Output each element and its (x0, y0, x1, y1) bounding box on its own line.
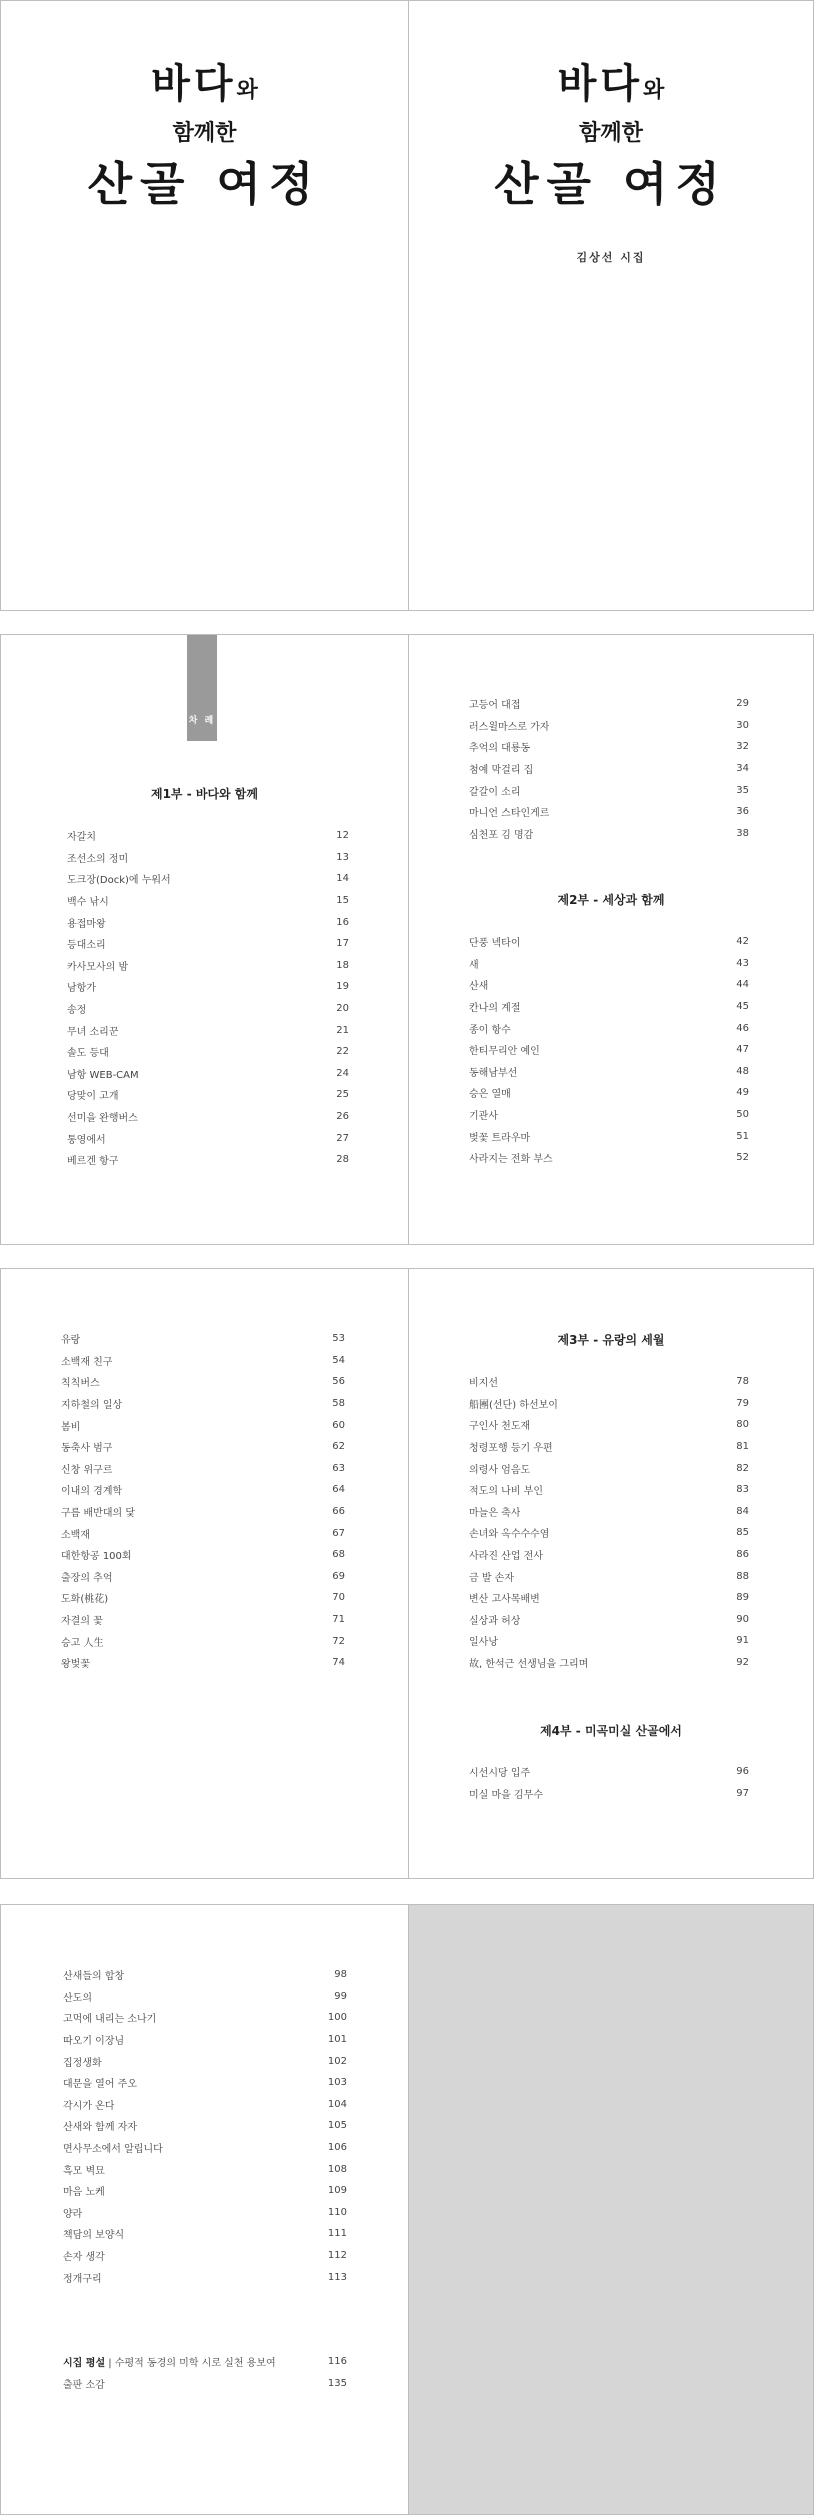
toc-page-number: 105 (327, 2120, 347, 2132)
toc-page-number: 58 (332, 1398, 345, 1410)
toc-page-number: 111 (327, 2228, 347, 2240)
toc-entry (469, 1522, 749, 1544)
toc-page-number: 15 (336, 895, 349, 907)
toc-page-number: 17 (336, 938, 349, 950)
toc-page-number: 100 (327, 2012, 347, 2024)
toc-page-number: 51 (736, 1130, 749, 1142)
commentary-label: 시집 평설 (63, 2358, 106, 2370)
toc-title: 사라지는 전화 부스 (469, 1154, 553, 1166)
toc-entry (469, 1039, 749, 1061)
toc-title: 소백재 친구 (61, 1356, 113, 1368)
toc-page-number: 30 (736, 719, 749, 731)
toc-entry (469, 801, 749, 823)
title-line3: 산골 여정 (494, 157, 728, 211)
toc-entry (61, 1458, 345, 1480)
toc-entry (469, 1061, 749, 1083)
toc-title: 의령사 엄음도 (469, 1464, 531, 1476)
part3-heading: 제3부 - 유랑의 세월 (557, 1333, 665, 1347)
toc-title: 청령포행 등기 우편 (469, 1443, 553, 1455)
toc-spread-2 (0, 1268, 814, 1879)
toc-title: 양라 (63, 2208, 83, 2220)
toc-page-number: 16 (336, 916, 349, 928)
toc-title: 사라진 산업 전사 (469, 1551, 543, 1563)
toc-entry (61, 1371, 345, 1393)
toc-title: 시선시당 입주 (469, 1768, 531, 1780)
toc-title: 선미을 완행버스 (67, 1113, 138, 1125)
toc-entry (67, 847, 349, 869)
toc-page-3 (1, 1269, 409, 1878)
toc-entry (67, 911, 349, 933)
toc-entry (61, 1609, 345, 1631)
toc-entry (67, 976, 349, 998)
toc-page-number: 13 (336, 851, 349, 863)
toc-entry (469, 1147, 749, 1169)
part2-heading: 제2부 - 세상과 함께 (557, 893, 665, 907)
toc-page-number: 83 (736, 1484, 749, 1496)
half-title (1, 59, 408, 215)
toc-title: 도화(桃花) (61, 1594, 109, 1606)
toc-page-number: 32 (736, 741, 749, 753)
toc-title: 송정 (67, 1005, 87, 1017)
toc-page-number: 34 (736, 763, 749, 775)
toc-title: 마니언 스타인게르 (469, 808, 550, 820)
toc-entry (469, 1630, 749, 1652)
toc-title: 대문을 열어 주오 (63, 2079, 137, 2091)
toc-entry (469, 931, 749, 953)
toc-title: 봄비 (61, 1421, 81, 1433)
toc-page-number: 53 (332, 1333, 345, 1345)
toc-entry (469, 1652, 749, 1674)
toc-page-5 (1, 1905, 409, 2514)
toc-title: 조선소의 정미 (67, 853, 129, 865)
commentary-title: | 수평적 동경의 미학 시로 실천 용보여 (105, 2358, 276, 2370)
toc-page-number: 27 (336, 1132, 349, 1144)
toc-title: 고등어 대접 (469, 700, 521, 712)
toc-page-4 (409, 1269, 813, 1878)
toc-entry (469, 1082, 749, 1104)
toc-entry-afterword (63, 2373, 347, 2395)
toc-page-number: 85 (736, 1527, 749, 1539)
toc-entry (63, 2007, 347, 2029)
toc-page-number: 49 (736, 1087, 749, 1099)
toc-title: 비지선 (469, 1378, 498, 1390)
toc-page-number: 42 (736, 936, 749, 948)
toc-entry (61, 1522, 345, 1544)
title-line1-suffix: 와 (643, 77, 665, 103)
toc-entry (63, 2029, 347, 2051)
toc-title: 고먹에 내리는 소나기 (63, 2014, 157, 2026)
toc-entry (469, 779, 749, 801)
toc-entry (469, 1393, 749, 1415)
toc-entry (469, 823, 749, 845)
toc-entry (63, 2266, 347, 2288)
toc-entry (63, 2050, 347, 2072)
toc-entry (67, 1149, 349, 1171)
toc-entry (469, 1544, 749, 1566)
toc-page-number: 66 (332, 1506, 345, 1518)
toc-title: 산새 (469, 981, 489, 993)
title-line1: 바다 (557, 60, 643, 107)
toc-title: 구름 배반대의 닻 (61, 1508, 135, 1520)
toc-entry (67, 1063, 349, 1085)
toc-title: 미실 마을 김무수 (469, 1789, 543, 1801)
toc-page-number: 80 (736, 1419, 749, 1431)
toc-title: 집정생화 (63, 2057, 102, 2069)
toc-entry (67, 890, 349, 912)
toc-page-number: 19 (336, 981, 349, 993)
afterword-title: 출판 소감 (63, 2379, 105, 2391)
toc-title: 남항 WEB-CAM (67, 1069, 139, 1081)
toc-entry (61, 1630, 345, 1652)
toc-entry (61, 1328, 345, 1350)
toc-page-number: 47 (736, 1044, 749, 1056)
toc-entry (61, 1544, 345, 1566)
toc-title: 칙칙버스 (61, 1378, 100, 1390)
toc-title: 벚꽃 트라우마 (469, 1132, 531, 1144)
toc-page-number: 20 (336, 1003, 349, 1015)
toc-title: 손녀와 옥수수수염 (469, 1529, 550, 1541)
toc-title: 신창 위구르 (61, 1464, 113, 1476)
toc-entry (61, 1393, 345, 1415)
toc-title: 종이 항수 (469, 1024, 511, 1036)
end-matter-list (63, 2351, 347, 2394)
toc-title: 각시가 온다 (63, 2100, 115, 2112)
toc-entry (469, 974, 749, 996)
toc-list (469, 931, 749, 1169)
toc-entry (63, 2202, 347, 2224)
part4-heading: 제4부 - 미곡미실 산골에서 (540, 1724, 682, 1738)
toc-entry (61, 1479, 345, 1501)
toc-page-number: 69 (332, 1570, 345, 1582)
toc-entry (469, 1125, 749, 1147)
toc-page-number: 46 (736, 1022, 749, 1034)
toc-entry (67, 868, 349, 890)
toc-page-number: 89 (736, 1592, 749, 1604)
toc-entry (469, 1479, 749, 1501)
toc-title: 승고 人生 (61, 1637, 104, 1649)
toc-entry (67, 955, 349, 977)
toc-page-number: 56 (332, 1376, 345, 1388)
toc-entry (469, 1761, 749, 1783)
toc-entry (61, 1350, 345, 1372)
toc-page-number: 112 (327, 2250, 347, 2262)
toc-page-number: 14 (336, 873, 349, 885)
toc-page-number: 109 (327, 2185, 347, 2197)
toc-page-number: 116 (327, 2356, 347, 2368)
toc-title: 칸나의 계절 (469, 1003, 521, 1015)
toc-title: 도크장(Dock)에 누워서 (67, 875, 171, 887)
toc-page-number: 60 (332, 1419, 345, 1431)
toc-page-number: 54 (332, 1354, 345, 1366)
title-line1-suffix: 와 (236, 77, 258, 103)
toc-title: 새 (469, 959, 479, 971)
toc-entry (63, 2094, 347, 2116)
toc-title: 산새와 함께 자자 (63, 2122, 137, 2134)
toc-entry (469, 1371, 749, 1393)
toc-title: 船團(선단) 하선보이 (469, 1399, 558, 1411)
toc-title: 용접마왕 (67, 918, 106, 930)
toc-page-number: 88 (736, 1570, 749, 1582)
toc-title: 이내의 경계학 (61, 1486, 123, 1498)
toc-page-number: 63 (332, 1462, 345, 1474)
toc-entry (67, 1041, 349, 1063)
toc-page-number: 98 (334, 1969, 347, 1981)
toc-entry (63, 2137, 347, 2159)
toc-entry (67, 1084, 349, 1106)
toc-page-number: 71 (332, 1614, 345, 1626)
toc-entry (469, 1436, 749, 1458)
toc-page-number: 25 (336, 1089, 349, 1101)
toc-page-number: 21 (336, 1024, 349, 1036)
toc-title: 백수 낚시 (67, 897, 109, 909)
toc-title: 통영에서 (67, 1134, 106, 1146)
toc-page-number: 67 (332, 1527, 345, 1539)
toc-title: 당맞이 고개 (67, 1091, 119, 1103)
toc-entry (469, 758, 749, 780)
toc-page-number: 135 (327, 2377, 347, 2389)
toc-page-number: 52 (736, 1152, 749, 1164)
toc-page-number: 26 (336, 1111, 349, 1123)
toc-entry (63, 2245, 347, 2267)
toc-entry (63, 2223, 347, 2245)
toc-title: 故, 한석근 선생님을 그리며 (469, 1659, 589, 1671)
toc-page-number: 12 (336, 830, 349, 842)
blank-page (409, 1905, 813, 2514)
toc-title: 기관사 (469, 1111, 498, 1123)
toc-page-number: 106 (327, 2142, 347, 2154)
toc-entry (67, 1019, 349, 1041)
toc-page-number: 18 (336, 959, 349, 971)
toc-list (469, 1761, 749, 1804)
toc-page-number: 81 (736, 1441, 749, 1453)
toc-title: 동해남부선 (469, 1067, 518, 1079)
toc-title: 무녀 소리꾼 (67, 1026, 119, 1038)
toc-entry (67, 933, 349, 955)
toc-page-number: 108 (327, 2163, 347, 2175)
toc-title: 실상과 허상 (469, 1615, 521, 1627)
toc-entry (61, 1652, 345, 1674)
toc-title: 유랑 (61, 1335, 81, 1347)
toc-title: 지하철의 일상 (61, 1400, 123, 1412)
toc-page-number: 82 (736, 1462, 749, 1474)
toc-title: 따오기 이장님 (63, 2036, 125, 2048)
toc-spread-3 (0, 1904, 814, 2515)
toc-page-number: 78 (736, 1376, 749, 1388)
toc-title: 카사모사의 밤 (67, 961, 129, 973)
toc-title: 러스윌마스로 가자 (469, 721, 550, 733)
toc-entry (67, 825, 349, 847)
toc-entry (469, 1783, 749, 1805)
toc-page-number: 35 (736, 784, 749, 796)
toc-page-number: 64 (332, 1484, 345, 1496)
title-line2: 함께한 (172, 120, 237, 146)
toc-page-number: 91 (736, 1635, 749, 1647)
toc-title: 면사무소에서 알립니다 (63, 2144, 163, 2156)
toc-title: 단풍 넥타이 (469, 938, 521, 950)
toc-entry-commentary (63, 2351, 347, 2373)
toc-title: 출장의 추억 (61, 1572, 113, 1584)
toc-page-number: 92 (736, 1657, 749, 1669)
toc-list (469, 1371, 749, 1673)
toc-page-number: 28 (336, 1154, 349, 1166)
toc-title: 남항가 (67, 983, 96, 995)
toc-title: 베르겐 항구 (67, 1156, 119, 1168)
toc-page-number: 113 (327, 2271, 347, 2283)
title-line2: 함께한 (579, 120, 643, 146)
toc-title: 마음 노케 (63, 2187, 105, 2199)
toc-page-number: 99 (334, 1990, 347, 2002)
toc-page-number: 43 (736, 957, 749, 969)
toc-list (67, 825, 349, 1171)
toc-entry (61, 1566, 345, 1588)
part1-heading: 제1부 - 바다와 함께 (150, 787, 258, 801)
half-title-page (1, 1, 409, 610)
toc-title: 첨예 막걸리 집 (469, 765, 534, 777)
toc-title: 금 발 손자 (469, 1572, 514, 1584)
toc-title: 승은 열매 (469, 1089, 511, 1101)
toc-title: 왕벚꽃 (61, 1659, 90, 1671)
toc-page-number: 110 (327, 2206, 347, 2218)
toc-entry (67, 1106, 349, 1128)
toc-page-number: 90 (736, 1613, 749, 1625)
toc-list (61, 1328, 345, 1674)
toc-entry (61, 1436, 345, 1458)
toc-page-number: 62 (332, 1441, 345, 1453)
toc-entry (469, 736, 749, 758)
toc-page-number: 86 (736, 1549, 749, 1561)
toc-spread-1 (0, 634, 814, 1245)
toc-entry (469, 1501, 749, 1523)
toc-page-number: 50 (736, 1109, 749, 1121)
toc-page-number: 44 (736, 979, 749, 991)
toc-title: 추억의 대룡동 (469, 743, 531, 755)
toc-entry (469, 1609, 749, 1631)
toc-page-number: 68 (332, 1549, 345, 1561)
toc-entry (63, 2072, 347, 2094)
toc-title: 적도의 나비 부인 (469, 1486, 543, 1498)
toc-page-number: 38 (736, 827, 749, 839)
toc-entry (469, 953, 749, 975)
toc-entry (67, 998, 349, 1020)
toc-entry (469, 996, 749, 1018)
toc-entry (469, 1587, 749, 1609)
toc-page-number: 84 (736, 1505, 749, 1517)
toc-tab: 차 례 (187, 635, 217, 741)
toc-page-number: 103 (327, 2077, 347, 2089)
toc-page-number: 22 (336, 1046, 349, 1058)
toc-page-number: 72 (332, 1635, 345, 1647)
toc-entry (469, 1017, 749, 1039)
toc-title: 심천포 김 명감 (469, 829, 534, 841)
toc-page-number: 97 (736, 1787, 749, 1799)
toc-title: 마늘은 축사 (469, 1507, 521, 1519)
toc-title: 구인사 천도재 (469, 1421, 531, 1433)
toc-title: 솔도 등대 (67, 1048, 109, 1060)
toc-entry (63, 1964, 347, 1986)
toc-list (469, 693, 749, 844)
toc-entry (469, 715, 749, 737)
toc-title: 변산 고사목배변 (469, 1594, 540, 1606)
author-name: 김상선 시집 (576, 251, 646, 264)
toc-title: 한티무리안 예인 (469, 1046, 540, 1058)
toc-entry (469, 1104, 749, 1126)
title-spread (0, 0, 814, 611)
toc-title: 동축사 범구 (61, 1443, 113, 1455)
full-title-page (409, 1, 813, 610)
toc-entry (469, 1457, 749, 1479)
toc-entry (469, 693, 749, 715)
toc-entry (63, 2115, 347, 2137)
toc-page-number: 24 (336, 1067, 349, 1079)
toc-title: 대한항공 100회 (61, 1551, 132, 1563)
toc-page-number: 70 (332, 1592, 345, 1604)
toc-entry (469, 1414, 749, 1436)
title-line3: 산골 여정 (87, 157, 322, 211)
toc-page-2 (409, 635, 813, 1244)
toc-title: 자결의 꽃 (61, 1616, 103, 1628)
title-line1: 바다 (151, 60, 237, 107)
toc-page-number: 29 (736, 698, 749, 710)
toc-page-number: 74 (332, 1657, 345, 1669)
toc-title: 정개구리 (63, 2273, 102, 2285)
toc-page-number: 101 (327, 2034, 347, 2046)
toc-page-number: 45 (736, 1001, 749, 1013)
toc-title: 갈갈이 소리 (469, 786, 521, 798)
toc-title: 손자 생각 (63, 2252, 105, 2264)
toc-title: 산도의 (63, 1992, 92, 2004)
toc-page-number: 36 (736, 806, 749, 818)
toc-title: 등대소리 (67, 940, 106, 952)
toc-page-number: 102 (327, 2055, 347, 2067)
toc-page-number: 48 (736, 1065, 749, 1077)
toc-entry (61, 1414, 345, 1436)
toc-title: 산새들의 합창 (63, 1971, 125, 1983)
toc-entry (63, 2180, 347, 2202)
toc-entry (63, 1986, 347, 2008)
toc-page-1 (1, 635, 409, 1244)
toc-title: 소백재 (61, 1529, 90, 1541)
toc-entry (469, 1565, 749, 1587)
toc-entry (61, 1587, 345, 1609)
toc-title: 책담의 보양식 (63, 2230, 125, 2242)
toc-title: 자갈치 (67, 832, 96, 844)
toc-page-number: 96 (736, 1766, 749, 1778)
toc-page-number: 104 (327, 2098, 347, 2110)
toc-entry (67, 1127, 349, 1149)
toc-entry (61, 1501, 345, 1523)
toc-list (63, 1964, 347, 2288)
toc-title: 흑모 벽묘 (63, 2165, 105, 2177)
full-title (409, 59, 813, 265)
toc-entry (63, 2158, 347, 2180)
toc-page-number: 79 (736, 1397, 749, 1409)
toc-title: 일사낭 (469, 1637, 498, 1649)
